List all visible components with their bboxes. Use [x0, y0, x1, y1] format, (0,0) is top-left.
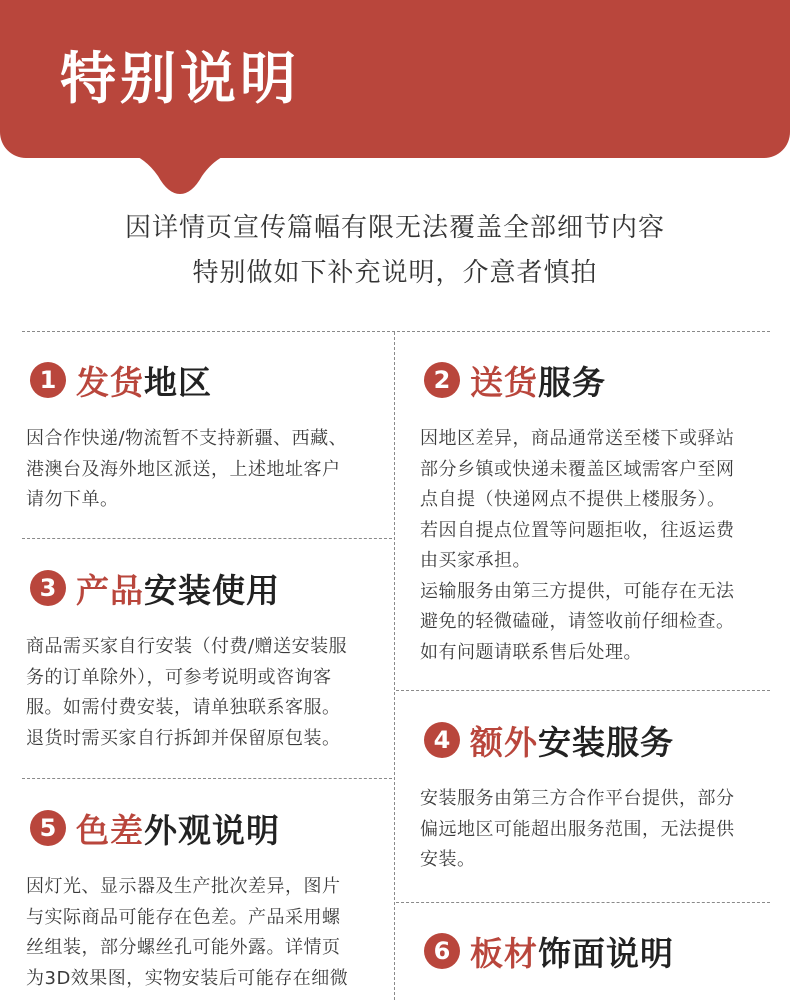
section-title-highlight: 送货	[470, 362, 538, 402]
section-title-highlight: 色差	[76, 810, 144, 850]
section-4-heading	[424, 715, 674, 765]
divider-left-2	[22, 778, 392, 779]
divider-left-1	[22, 538, 392, 539]
body-line: 偏远地区可能超出服务范围，无法提供	[420, 818, 735, 840]
section-number-badge: 4	[424, 722, 460, 758]
body-line: 避免的轻微磕碰，请签收前仔细检查。	[420, 611, 735, 632]
section-1-heading	[30, 355, 212, 405]
section-number-badge: 1	[30, 362, 66, 398]
body-line: 若因自提点位置等问题拒收，往返运费	[420, 519, 735, 541]
section-number-badge: 6	[424, 933, 460, 969]
body-line: 务的订单除外），可参考说明或咨询客	[26, 666, 332, 688]
divider-right-1	[396, 690, 770, 691]
body-line: 因地区差异，商品通常送至楼下或驿站	[420, 428, 735, 449]
section-5-body	[26, 872, 348, 994]
section-title-rest: 服务	[538, 362, 606, 402]
body-line: 与实际商品可能存在色差。产品采用螺	[26, 906, 341, 928]
section-2-body	[420, 424, 735, 668]
section-3-body	[26, 632, 347, 754]
body-line: 商品需买家自行安装（付费/赠送安装服	[26, 636, 348, 657]
section-2-heading	[424, 355, 606, 405]
body-line: 退货时需买家自行拆卸并保留原包装。	[26, 727, 341, 749]
section-title-highlight: 板材	[470, 933, 538, 973]
body-line: 如有问题请联系售后处理。	[420, 641, 642, 663]
body-line: 由买家承担。	[420, 550, 531, 571]
body-line: 港澳台及海外地区派送，上述地址客户	[26, 458, 341, 480]
intro-line-1: 因详情页宣传篇幅有限无法覆盖全部细节内容	[124, 213, 665, 243]
body-line: 点自提（快递网点不提供上楼服务）。	[420, 489, 726, 510]
section-number-badge: 5	[30, 810, 66, 846]
body-line: 服。如需付费安装，请单独联系客服。	[26, 697, 341, 718]
body-line: 因灯光、显示器及生产批次差异，图片	[26, 876, 341, 897]
divider-top	[22, 331, 770, 332]
section-title-rest: 安装服务	[538, 722, 674, 762]
section-title-rest: 安装使用	[144, 570, 280, 610]
body-line: 请勿下单。	[26, 489, 119, 510]
section-title-highlight: 额外	[470, 722, 538, 762]
section-number-badge: 2	[424, 362, 460, 398]
section-title-highlight: 产品	[76, 570, 144, 610]
body-line: 安装服务由第三方合作平台提供，部分	[420, 788, 735, 809]
divider-right-2	[396, 902, 770, 903]
body-line: 部分乡镇或快递未覆盖区域需客户至网	[420, 458, 735, 480]
divider-vertical	[394, 332, 395, 1000]
body-line: 丝组装，部分螺丝孔可能外露。详情页	[26, 937, 341, 958]
section-4-body	[420, 784, 735, 876]
section-1-body	[26, 424, 347, 516]
page-title: 特别说明	[60, 47, 300, 112]
intro-line-2: 特别做如下补充说明，介意者慎拍	[192, 258, 598, 288]
body-line: 因合作快递/物流暂不支持新疆、西藏、	[26, 428, 348, 449]
body-line: 安装。	[420, 849, 476, 870]
section-title-rest: 外观说明	[144, 810, 280, 850]
body-line: 运输服务由第三方提供，可能存在无法	[420, 580, 735, 602]
section-3-heading	[30, 563, 280, 613]
section-title-rest: 地区	[144, 362, 212, 402]
section-5-heading	[30, 803, 280, 853]
section-title-highlight: 发货	[76, 362, 144, 402]
section-title-rest: 饰面说明	[538, 933, 674, 973]
header-banner	[0, 0, 790, 158]
section-6-heading	[424, 926, 674, 976]
section-number-badge: 3	[30, 570, 66, 606]
body-line: 为3D效果图，实物安装后可能存在细微	[26, 967, 349, 989]
